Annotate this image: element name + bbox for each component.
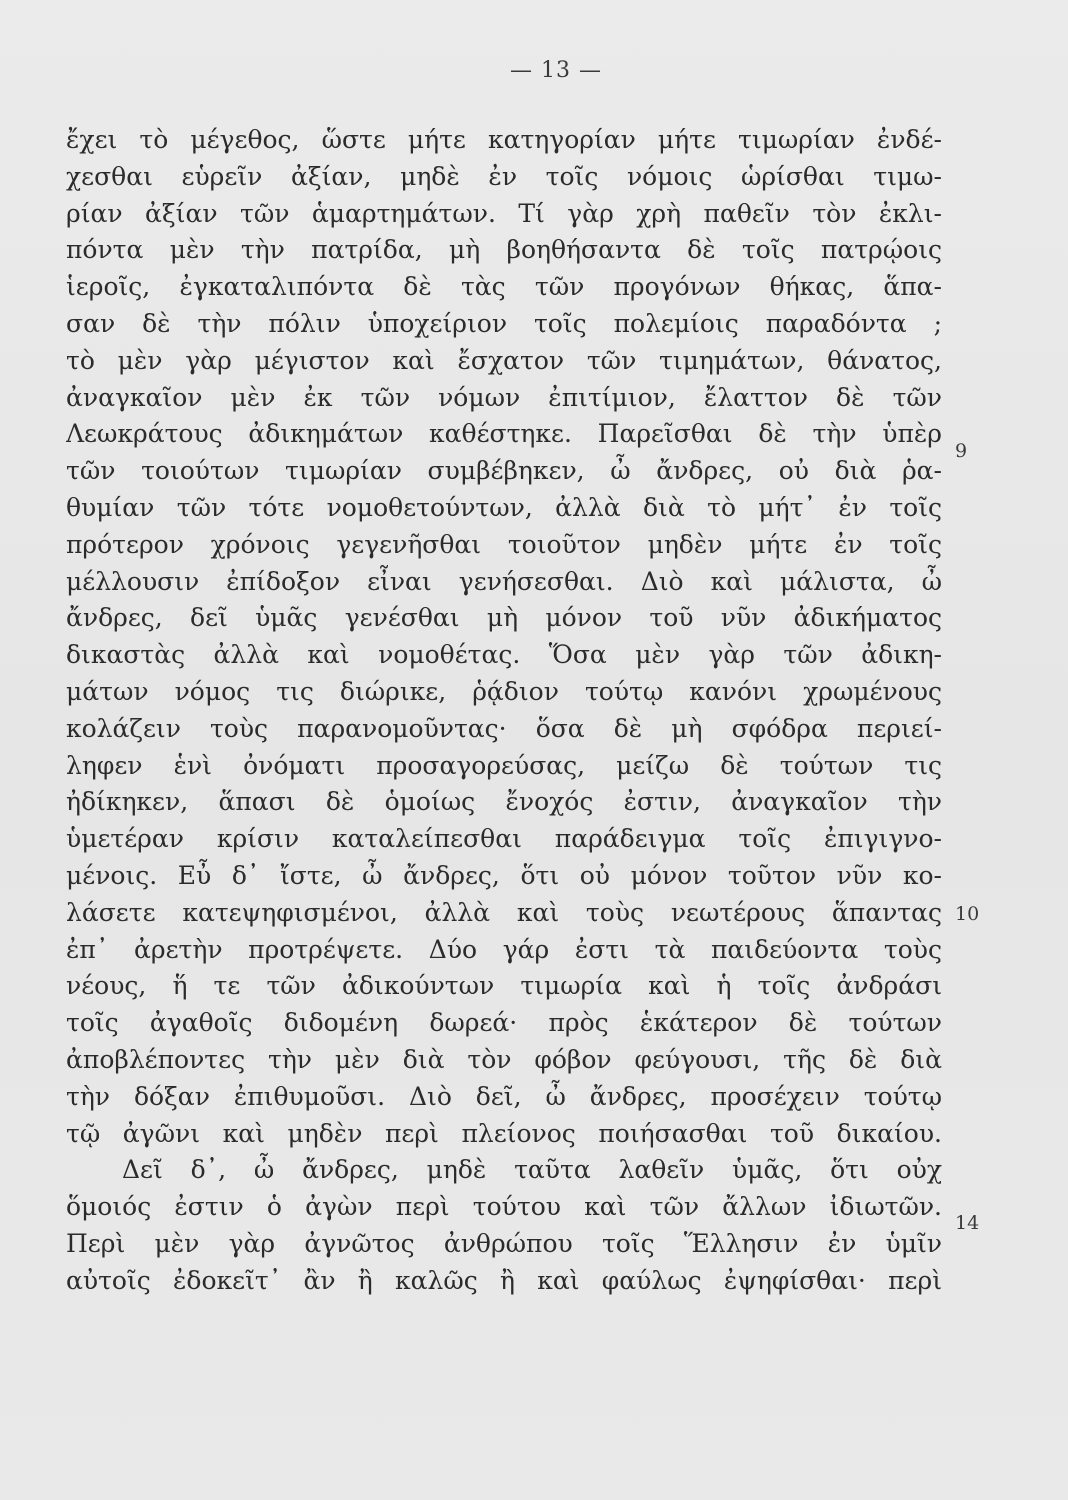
text-line: ἠδίκηκεν, ἅπασι δὲ ὁμοίως ἔνοχός ἐστιν, ἀναγκαῖον τὴν — [66, 787, 942, 817]
text-line: ἔχει τὸ μέγεθος, ὥστε μήτε κατηγορίαν μήτε τιμωρίαν ἐνδέ- — [66, 125, 942, 154]
text-line: νέους, ἥ τε τῶν ἀδικούντων τιμωρία καὶ ἡ τοῖς ἀνδράσι — [66, 971, 942, 1001]
text-line: τὴν δόξαν ἐπιθυμοῦσι. Διὸ δεῖ, ὦ ἄνδρες, προσέχειν τούτῳ — [66, 1081, 942, 1111]
text-line: λάσετε κατεψηφισμένοι, ἀλλὰ καὶ τοὺς νεωτέρους ἅπαντας — [66, 897, 942, 927]
text-line: ἐπ᾽ ἀρετὴν προτρέψετε. Δύο γάρ ἐστι τὰ παιδεύοντα τοὺς — [66, 934, 942, 964]
margin-section-number: 9 — [955, 440, 968, 462]
text-line: τῶν τοιούτων τιμωρίαν συμβέβηκεν, ὦ ἄνδρες, οὐ διὰ ῥα- — [66, 456, 942, 486]
text-line: μέλλουσιν ἐπίδοξον εἶναι γενήσεσθαι. Διὸ καὶ μάλιστα, ὦ — [66, 566, 942, 596]
text-line: δικαστὰς ἀλλὰ καὶ νομοθέτας. Ὅσα μὲν γὰρ τῶν ἀδικη- — [66, 640, 942, 670]
text-line: πόντα μὲν τὴν πατρίδα, μὴ βοηθήσαντα δὲ τοῖς πατρῴοις — [66, 235, 942, 265]
text-line: ἀποβλέποντες τὴν μὲν διὰ τὸν φόβον φεύγουσι, τῆς δὲ διὰ — [66, 1044, 942, 1074]
text-line: τῷ ἀγῶνι καὶ μηδὲν περὶ πλείονος ποιήσασθαι τοῦ δικαίου. — [66, 1118, 942, 1148]
paragraph-first-line: Δεῖ δ᾽, ὦ ἄνδρες, μηδὲ ταῦτα λαθεῖν ὑμᾶς, ὅτι οὐχ — [122, 1155, 942, 1185]
text-line: ἄνδρες, δεῖ ὑμᾶς γενέσθαι μὴ μόνον τοῦ νῦν ἀδικήματος — [66, 603, 942, 633]
text-line: χεσθαι εὑρεῖν ἀξίαν, μηδὲ ἐν τοῖς νόμοις ὡρίσθαι τιμω- — [66, 161, 942, 191]
text-line: ἀναγκαῖον μὲν ἐκ τῶν νόμων ἐπιτίμιον, ἔλαττον δὲ τῶν — [66, 382, 942, 412]
text-line: ρίαν ἀξίαν τῶν ἁμαρτημάτων. Τί γὰρ χρὴ παθεῖν τὸν ἐκλι- — [66, 198, 942, 228]
text-line: Λεωκράτους ἀδικημάτων καθέστηκε. Παρεῖσθαι δὲ τὴν ὑπὲρ — [66, 419, 942, 449]
body-text — [66, 122, 942, 1300]
text-line: ὅμοιός ἐστιν ὁ ἀγὼν περὶ τούτου καὶ τῶν ἄλλων ἰδιωτῶν. — [66, 1192, 942, 1222]
text-line: ἱεροῖς, ἐγκαταλιπόντα δὲ τὰς τῶν προγόνων θήκας, ἅπα- — [66, 272, 942, 302]
text-line: πρότερον χρόνοις γεγενῆσθαι τοιοῦτον μηδὲν μήτε ἐν τοῖς — [66, 529, 942, 559]
text-line: ληφεν ἑνὶ ὀνόματι προσαγορεύσας, μείζω δὲ τούτων τις — [66, 750, 942, 780]
text-line: κολάζειν τοὺς παρανομοῦντας· ὅσα δὲ μὴ σφόδρα περιεί- — [66, 713, 942, 743]
text-line: μάτων νόμος τις διώρικε, ῥᾴδιον τούτῳ κανόνι χρωμένους — [66, 676, 942, 706]
text-line: σαν δὲ τὴν πόλιν ὑποχείριον τοῖς πολεμίοις παραδόντα ; — [66, 308, 942, 338]
text-line: θυμίαν τῶν τότε νομοθετούντων, ἀλλὰ διὰ τὸ μήτ᾽ ἐν τοῖς — [66, 492, 942, 522]
text-line: μένοις. Εὖ δ᾽ ἴστε, ὦ ἄνδρες, ὅτι οὐ μόνον τοῦτον νῦν κο- — [66, 860, 942, 890]
text-line: ὑμετέραν κρίσιν καταλείπεσθαι παράδειγμα τοῖς ἐπιγιγνο- — [66, 824, 942, 854]
text-line: τοῖς ἀγαθοῖς διδομένη δωρεά· πρὸς ἑκάτερον δὲ τούτων — [66, 1008, 942, 1038]
text-line: αὐτοῖς ἐδοκεῖτ᾽ ἂν ἢ καλῶς ἢ καὶ φαύλως ἐψηφίσθαι· περὶ — [66, 1265, 942, 1295]
text-line: Περὶ μὲν γὰρ ἀγνῶτος ἀνθρώπου τοῖς Ἕλλησιν ἐν ὑμῖν — [66, 1228, 942, 1258]
margin-section-number: 10 — [955, 903, 980, 925]
text-line: τὸ μὲν γὰρ μέγιστον καὶ ἔσχατον τῶν τιμημάτων, θάνατος, — [66, 345, 942, 375]
margin-section-number: 14 — [955, 1212, 980, 1234]
page-number: — 13 — — [510, 58, 602, 83]
